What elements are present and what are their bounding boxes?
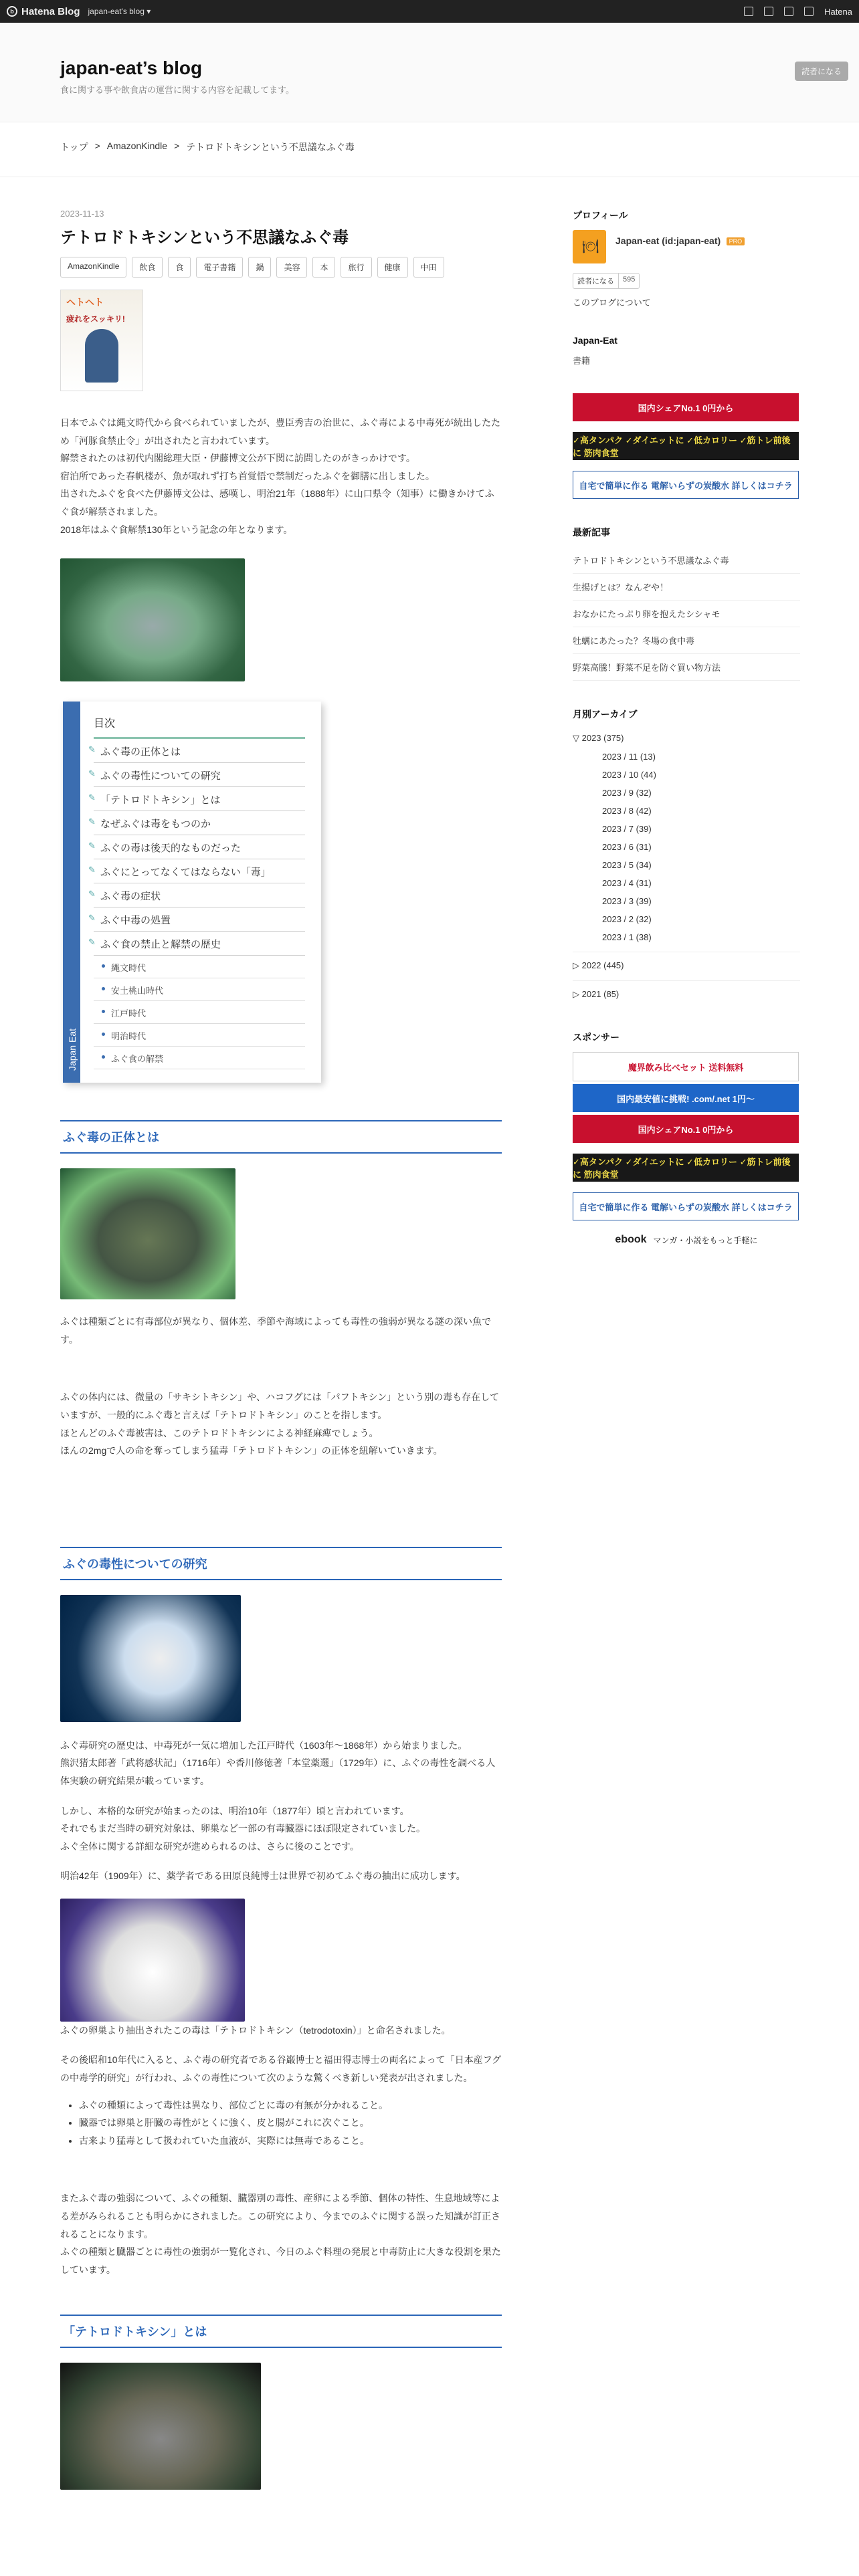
list-item: • ふぐの種類によって毒性は異なり、部位ごとに毒の有無が分かれること。 (79, 2097, 502, 2115)
paragraph: ふぐ毒研究の歴史は、中毒死が一気に増加した江戸時代（1603年〜1868年）から始まりました。 (60, 1739, 468, 1751)
ad-module (573, 393, 800, 499)
paragraph: しかし、本格的な研究が始まったのは、明治10年（1877年）頃と言われています。 (60, 1805, 409, 1816)
edit-icon[interactable] (744, 7, 753, 16)
paragraph: ふぐの卵巣より抽出されたこの毒は「テトロドトキシン（tetrodotoxin）」と命名されました。 (60, 2024, 451, 2036)
paragraph: ふぐは種類ごとに有毒部位が異なり、個体差、季節や海域によっても毒性の強弱が異なる謎の深い魚です。 (60, 1316, 491, 1345)
toc-item[interactable]: ✎ ふぐにとってなくてはならない「毒」 (94, 859, 305, 883)
list-item: • 古来より猛毒として扱われていた血液が、実際には無毒であること。 (79, 2132, 502, 2150)
fugu-sashimi-photo (60, 1899, 245, 2022)
intro-text (60, 414, 502, 538)
archive-year-2021[interactable]: ▷ 2021 (85) (573, 980, 800, 1004)
hatena-logo-icon: b (7, 6, 17, 17)
breadcrumb-top[interactable]: トップ (60, 142, 88, 152)
breadcrumb-separator: > (174, 140, 180, 151)
pufferfish-photo (60, 1168, 235, 1299)
pro-badge: PRO (727, 237, 745, 245)
inflated-pufferfish-photo (60, 1595, 241, 1722)
section-heading: ふぐ毒の正体とは (60, 1120, 502, 1154)
menu-icon[interactable] (804, 7, 814, 16)
archive-month[interactable]: 2023 / 8 (42) (602, 806, 652, 816)
toc-subitem[interactable]: 安土桃山時代 (94, 978, 305, 1001)
brand-label: Hatena Blog (21, 5, 80, 17)
ad-banner[interactable]: 国内最安値に挑戦! .com/.net 1円〜 (573, 1084, 799, 1112)
toc-spine-label: Japan Eat (67, 1029, 78, 1071)
toc-item[interactable]: ✎ なぜふぐは毒をもつのか (94, 811, 305, 835)
section-text (60, 2051, 502, 2086)
archive-month[interactable]: 2023 / 1 (38) (602, 932, 652, 942)
pufferfish-photo (60, 2363, 261, 2490)
toc-item[interactable]: ✎ ふぐの毒性についての研究 (94, 763, 305, 787)
section-text (60, 1867, 502, 1885)
category-tag[interactable]: 食 (168, 257, 191, 278)
category-tag[interactable]: 鍋 (248, 257, 271, 278)
toc-subitem[interactable]: ふぐ食の解禁 (94, 1047, 305, 1069)
category-tag[interactable]: AmazonKindle (60, 257, 126, 278)
paragraph: 宿泊所であった春帆楼が、魚が取れず打ち首覚悟で禁制だったふぐを御膳に出しました。 (60, 470, 435, 481)
paragraph: ほんの2mgで人の命を奪ってしまう猛毒「テトロドトキシン」の正体を紐解いていきます。 (60, 1445, 443, 1457)
article (60, 209, 502, 2490)
toc-item[interactable]: ✎ ふぐ毒の正体とは (94, 739, 305, 763)
japan-eat-module (573, 335, 800, 366)
module-heading: 最新記事 (573, 527, 610, 538)
ad-banner[interactable]: 国内シェアNo.1 0円から (573, 393, 799, 421)
article-title[interactable]: テトロドトキシンという不思議なふぐ毒 (60, 229, 349, 247)
toc-heading: 目次 (94, 715, 305, 739)
breadcrumb (60, 140, 355, 154)
module-heading: プロフィール (573, 210, 628, 221)
table-of-contents (63, 702, 321, 1083)
paragraph: 解禁されたのは初代内閣総理大臣・伊藤博文公が下関に訪問したのがきっかけです。 (60, 453, 415, 464)
blog-selector[interactable]: japan-eat's blog ▾ (88, 7, 151, 16)
paragraph: ふぐの種類と臓器ごとに毒性の強弱が一覧化され、今日のふぐ料理の発展と中毒防止に大きな役割を果たしています。 (60, 2246, 501, 2275)
category-list (60, 257, 502, 278)
breadcrumb-current: テトロドトキシンという不思議なふぐ毒 (186, 142, 355, 152)
toc-item[interactable]: ✎ ふぐの毒は後天的なものだった (94, 835, 305, 859)
reader-icon[interactable] (784, 7, 793, 16)
archive-month[interactable]: 2023 / 4 (31) (602, 878, 652, 888)
paragraph: 出されたふぐを食べた伊藤博文公は、感嘆し、明治21年（1888年）に山口県令（知事）に働きかけてふぐ食が解禁されました。 (60, 488, 494, 517)
breadcrumb-separator: > (94, 140, 100, 151)
toc-item[interactable]: ✎ ふぐ中毒の処置 (94, 907, 305, 932)
recent-post-link[interactable]: 野菜高騰！野菜不足を防ぐ買い物方法 (573, 654, 800, 681)
toc-body (80, 702, 321, 1083)
blog-description: 食に関する事や飲食店の運営に関する内容を記載してます。 (60, 85, 294, 95)
paragraph: 熊沢猪太郎著「武将感状記」（1716年）や香川修徳著「本堂薬選」（1729年）に、ふぐの毒性を調べる人体実験の研究結果が載っています。 (60, 1757, 496, 1786)
about-link[interactable]: このブログについて (573, 298, 651, 308)
ad-banner[interactable]: 国内シェアNo.1 0円から (573, 1115, 799, 1143)
follow-button[interactable] (573, 273, 640, 289)
toc-item[interactable]: ✎ ふぐ毒の症状 (94, 883, 305, 907)
category-tag[interactable]: 美容 (276, 257, 307, 278)
avatar[interactable] (573, 230, 606, 263)
category-tag[interactable]: 本 (312, 257, 335, 278)
toc-spine (63, 702, 80, 1083)
section-text (60, 1388, 502, 1459)
profile-card (573, 230, 800, 263)
hatena-link[interactable]: Hatena (824, 6, 852, 17)
archive-year-2023[interactable]: ▽ 2023 (375) (573, 733, 624, 743)
ebook-logo: ebook (615, 1234, 647, 1245)
navbar-left (7, 6, 151, 17)
recent-post-link[interactable]: おなかにたっぷり卵を抱えたシシャモ (573, 601, 800, 627)
archive-month[interactable]: 2023 / 7 (39) (602, 824, 652, 834)
section-text (60, 1737, 502, 1790)
ad-banner[interactable]: ✓高タンパク ✓ダイエットに ✓低カロリー ✓筋トレ前後に 筋肉食堂 (573, 1154, 799, 1182)
section-text (60, 2022, 502, 2040)
recent-post-link[interactable]: 牡蠣にあたった？冬場の食中毒 (573, 627, 800, 654)
ebook-tagline: マンガ・小説をもっと手軽に (653, 1235, 758, 1245)
toc-item[interactable]: ✎ ふぐ食の禁止と解禁の歴史 (94, 932, 305, 956)
paragraph: 日本でふぐは縄文時代から食べられていましたが、豊臣秀吉の治世に、ふぐ毒による中毒死が続出したため「河豚食禁止令」が出されたと言われています。 (60, 417, 500, 446)
findings-list (60, 2097, 502, 2150)
module-heading: 月別アーカイブ (573, 709, 638, 720)
paragraph: ほとんどのふぐ毒被害は、このテトロドトキシンによる神経麻痺でしょう。 (60, 1427, 379, 1438)
profile-name[interactable]: Japan-eat (id:japan-eat) (615, 235, 721, 246)
cover-illustration (85, 329, 118, 383)
toc-item[interactable]: ✎ 「テトロドトキシン」とは (94, 787, 305, 811)
paragraph: その後昭和10年代に入ると、ふぐ毒の研究者である谷巌博士と福田得志博士の両名によって「日本産フグの中毒学的研究」が行われ、ふぐの毒性について次のような驚くべき新しい発表が出されました。 (60, 2054, 502, 2084)
blog-header (0, 23, 859, 122)
cover-subtitle: 疲れをスッキリ! (66, 314, 125, 324)
section-text (60, 1313, 502, 1348)
paragraph: 明治42年（1909年）に、薬学者である田原良純博士は世界で初めてふぐ毒の抽出に成功します。 (60, 1870, 466, 1882)
paragraph: またふぐ毒の強弱について、ふぐの種類、臓器別の毒性、産卵による季節、個体の特性、生息地域等による差がみられることも明らかにされました。この研究により、今までのふぐに関する誤った知識が訂正されることになります。 (60, 2193, 500, 2240)
kindle-book-cover[interactable] (60, 290, 143, 391)
follow-label: 読者になる (577, 278, 614, 286)
pufferfish-photo (60, 558, 245, 681)
category-tag[interactable]: 飲食 (132, 257, 163, 278)
recent-posts-module (573, 526, 800, 681)
books-link[interactable]: 書籍 (573, 356, 591, 366)
ad-banner[interactable]: 自宅で簡単に作る 電解いらずの炭酸水 詳しくはコチラ (573, 471, 799, 499)
list-item: • 臓器では卵巣と肝臓の毒性がとくに強く、皮と腸がこれに次ぐこと。 (79, 2114, 502, 2132)
navbar-right (744, 7, 852, 17)
archive-year-2022[interactable]: ▷ 2022 (445) (573, 952, 800, 975)
paragraph: ふぐ全体に関する詳細な研究が進められるのは、さらに後のことです。 (60, 1840, 359, 1852)
category-tag[interactable]: 健康 (377, 257, 408, 278)
profile-module (573, 209, 800, 308)
toc-subitem[interactable]: 江戸時代 (94, 1001, 305, 1024)
dashboard-icon[interactable] (764, 7, 773, 16)
section-text (60, 1802, 502, 1856)
section-heading: 「テトロドトキシン」とは (60, 2315, 502, 2348)
category-tag[interactable]: 旅行 (341, 257, 371, 278)
section-text (60, 2189, 502, 2278)
module-heading: スポンサー (573, 1032, 619, 1043)
archive-month[interactable]: 2023 / 6 (31) (602, 842, 652, 852)
category-tag[interactable]: 中田 (413, 257, 444, 278)
toc-subitem[interactable]: 明治時代 (94, 1024, 305, 1047)
article-date[interactable]: 2023-11-13 (60, 209, 104, 219)
follower-count: 595 (618, 274, 639, 288)
sidebar (573, 209, 800, 1273)
archive-month[interactable]: 2023 / 9 (32) (602, 788, 652, 798)
global-navbar (0, 0, 859, 23)
paragraph: 2018年はふぐ食解禁130年という記念の年となります。 (60, 524, 293, 535)
archive-month[interactable]: 2023 / 11 (13) (602, 752, 656, 762)
breadcrumb-category[interactable]: AmazonKindle (106, 140, 168, 151)
archive-month[interactable]: 2023 / 10 (44) (602, 770, 656, 780)
archive-month[interactable]: 2023 / 3 (39) (602, 896, 652, 906)
subscribe-button[interactable]: 読者になる (795, 62, 848, 81)
module-heading: Japan-Eat (573, 335, 617, 346)
ad-banner[interactable]: 魔界飲み比べセット 送料無料 (573, 1052, 799, 1081)
cover-title: ヘトヘト (66, 297, 104, 308)
sponsor-module (573, 1031, 800, 1246)
blog-title[interactable]: japan-eat’s blog (60, 58, 203, 78)
archive-month[interactable]: 2023 / 2 (32) (602, 914, 652, 924)
archive-month[interactable]: 2023 / 5 (34) (602, 860, 652, 870)
section-heading: ふぐの毒性についての研究 (60, 1547, 502, 1580)
recent-post-link[interactable]: 生揚げとは？なんぞや！ (573, 574, 800, 601)
ebook-banner[interactable] (573, 1234, 800, 1246)
paragraph: それでもまだ当時の研究対象は、卵巣など一部の有毒臓器にほぼ限定されていました。 (60, 1823, 425, 1834)
toc-subitem[interactable]: 縄文時代 (94, 956, 305, 978)
paragraph: ふぐの体内には、微量の「サキシトキシン」や、ハコフグには「パフトキシン」という別の毒も存在していますが、一般的にふぐ毒と言えば「テトロドトキシン」のことを指します。 (60, 1392, 500, 1420)
ad-banner[interactable]: ✓高タンパク ✓ダイエットに ✓低カロリー ✓筋トレ前後に 筋肉食堂 (573, 432, 799, 460)
ad-banner[interactable]: 自宅で簡単に作る 電解いらずの炭酸水 詳しくはコチラ (573, 1192, 799, 1220)
category-tag[interactable]: 電子書籍 (196, 257, 243, 278)
recent-post-link[interactable]: テトロドトキシンという不思議なふぐ毒 (573, 547, 800, 574)
hatena-blog-logo[interactable] (7, 6, 80, 17)
archive-module (573, 708, 800, 1004)
